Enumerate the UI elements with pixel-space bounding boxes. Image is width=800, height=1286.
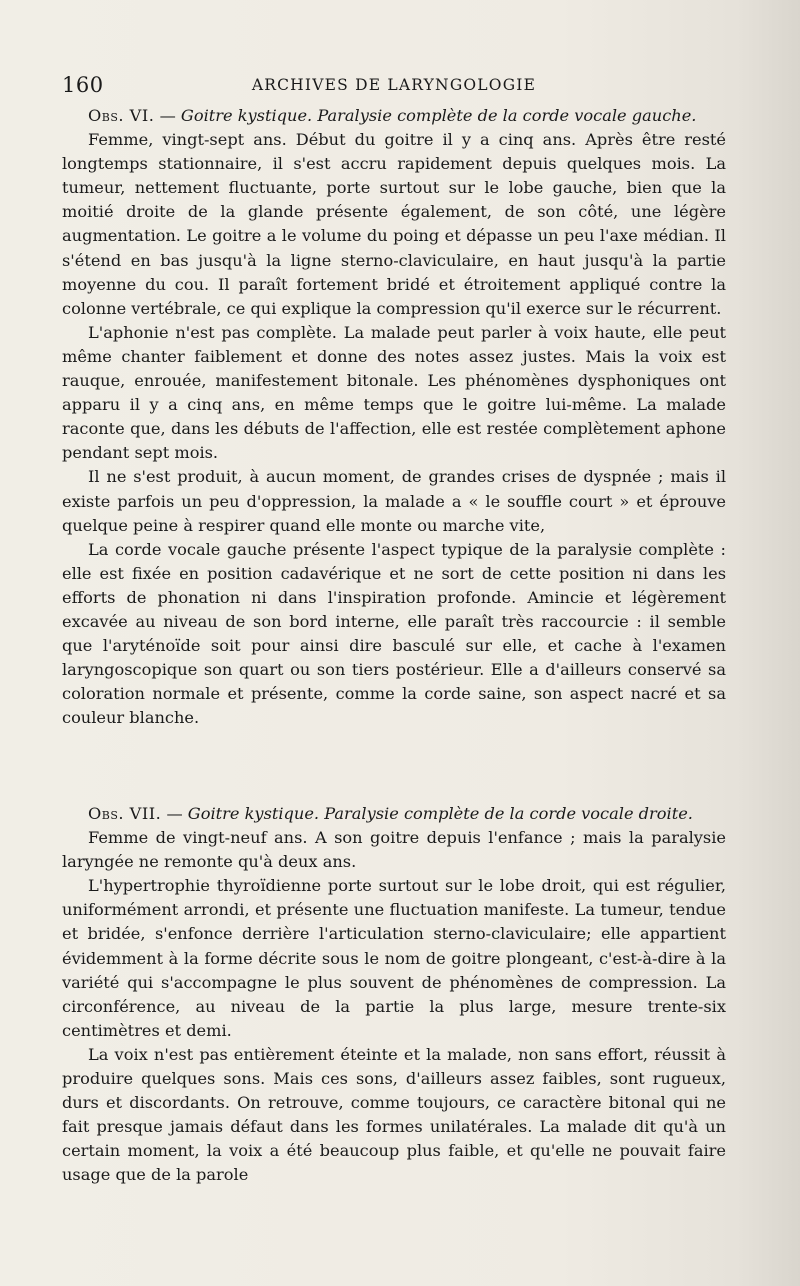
- paragraph: Femme, vingt-sept ans. Début du goitre il y a cinq ans. Après être resté longtemps stationnaire, il s'est accru rapidement depuis quelques mois. La tumeur, nettement fluctuante, porte surtout sur le lobe gauche, bien que la moitié droite de la glande présente également, de son côté, une légère augmentation. Le goitre a le volume du poing et dépasse un peu l'axe médian. Il s'étend en bas jusqu'à la ligne sterno-claviculaire, en haut jusqu'à la partie moyenne du cou. Il paraît fortement bridé et étroitement appliqué contre la colonne vertébrale, ce qui explique la compression qu'il exerce sur le récurrent.: [62, 130, 726, 318]
- page-header: [62, 70, 726, 100]
- page-number: 160: [62, 73, 104, 97]
- paragraph: L'aphonie n'est pas complète. La malade peut parler à voix haute, elle peut même chanter faiblement et donne des notes assez justes. Mais la voix est rauque, enrouée, manifestement bitonale. Les phénomènes dysphoniques ont apparu il y a cinq ans, en même temps que le goitre lui-même. La malade raconte que, dans les débuts de l'affection, elle est restée complètement aphone pendant sept mois.: [62, 322, 726, 463]
- running-head: ARCHIVES DE LARYNGOLOGIE: [251, 76, 537, 94]
- observation-label: Obs. VII.: [88, 804, 162, 823]
- paragraph: L'hypertrophie thyroïdienne porte surtout sur le lobe droit, qui est régulier, uniformément arrondi, et présente une fluctuation manifeste. La tumeur, tendue et bridée, s'enfonce derrière l'articulation sterno-claviculaire; elle appartient évidemment à la forme décrite sous le nom de goitre plongeant, c'est-à-dire à la variété qui s'accompagne le plus souvent de phénomènes de compression. La circonférence, au niveau de la partie la plus large, mesure trente-six centimètres et demi.: [62, 876, 726, 1040]
- observation-title: Goitre kystique. Paralysie complète de la corde vocale droite.: [187, 804, 693, 823]
- observation-label: Obs. VI.: [88, 106, 155, 125]
- paragraph: Femme de vingt-neuf ans. A son goitre depuis l'enfance ; mais la paralysie laryngée ne remonte qu'à deux ans.: [62, 828, 726, 872]
- observation-vi: [62, 104, 726, 730]
- paragraph: La voix n'est pas entièrement éteinte et la malade, non sans effort, réussit à produire quelques sons. Mais ces sons, d'ailleurs assez faibles, sont rugueux, durs et discordants. On retrouve, comme toujours, ce caractère bitonal qui ne fait presque jamais défaut dans les formes unilatérales. La malade dit qu'à un certain moment, la voix a été beaucoup plus faible, et qu'elle ne pouvait faire usage que de la parole: [62, 1044, 726, 1185]
- heading-dash: —: [161, 804, 188, 823]
- observation-heading: [62, 802, 726, 826]
- observation-title: Goitre kystique. Paralysie complète de la corde vocale gauche.: [180, 106, 697, 125]
- observation-vii: [62, 802, 726, 1188]
- paragraph: La corde vocale gauche présente l'aspect typique de la paralysie complète : elle est fixée en position cadavérique et ne sort de cette position ni dans les efforts de phonation ni dans l'inspiration profonde. Amincie et légèrement excavée au niveau de son bord interne, elle paraît très raccourcie : il semble que l'aryténoïde soit pour ainsi dire basculé sur elle, et cache à l'examen laryngoscopique son quart ou son tiers postérieur. Elle a d'ailleurs conservé sa coloration normale et présente, comme la corde saine, son aspect nacré et sa couleur blanche.: [62, 539, 726, 728]
- observation-heading: [62, 104, 726, 128]
- heading-dash: —: [154, 106, 181, 125]
- paragraph: Il ne s'est produit, à aucun moment, de grandes crises de dyspnée ; mais il existe parfois un peu d'oppression, la malade a « le souffle court » et éprouve quelque peine à respirer quand elle monte ou marche vite,: [62, 467, 726, 535]
